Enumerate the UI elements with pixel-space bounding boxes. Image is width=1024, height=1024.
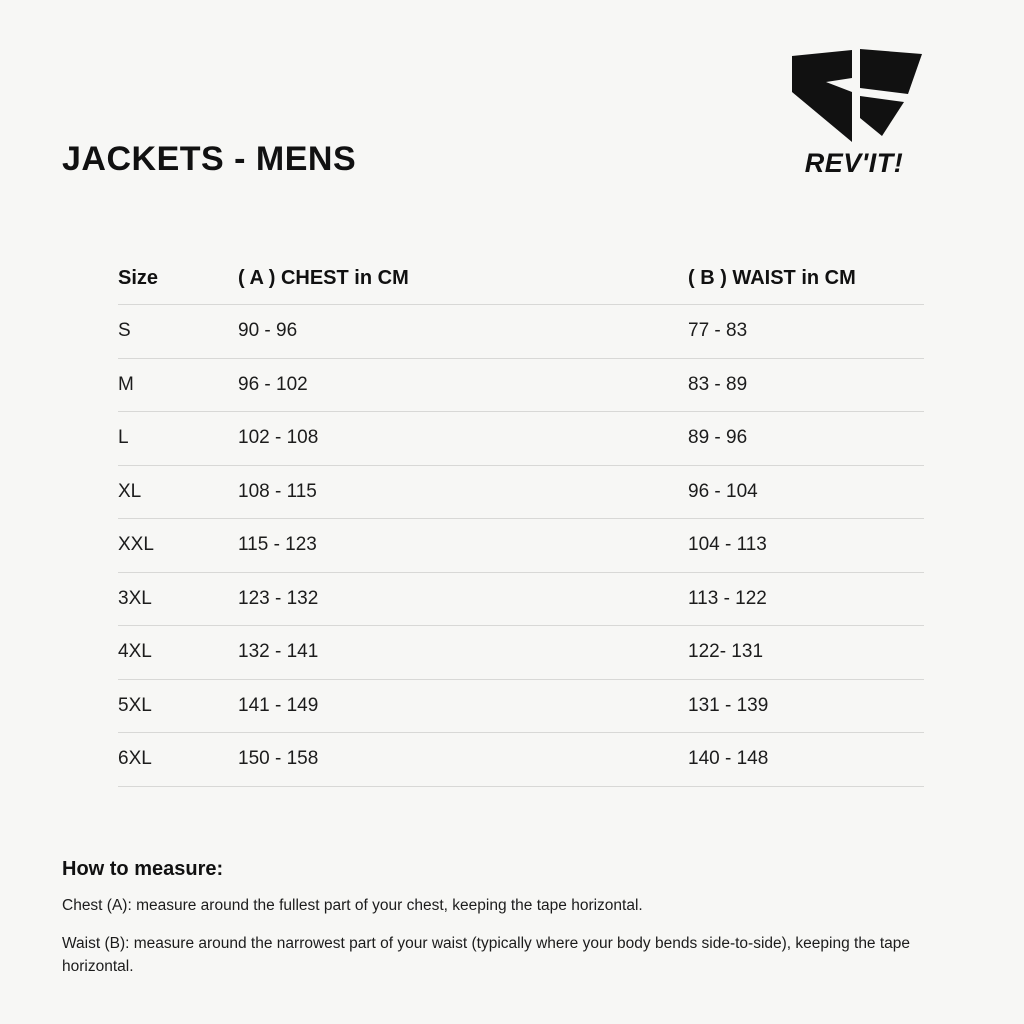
- column-header-size: Size: [118, 252, 238, 305]
- column-header-chest: ( A ) CHEST in CM: [238, 252, 688, 305]
- cell-waist: 131 - 139: [688, 679, 924, 733]
- cell-size: 5XL: [118, 679, 238, 733]
- cell-size: M: [118, 358, 238, 412]
- size-table-container: [118, 252, 924, 787]
- cell-size: 4XL: [118, 626, 238, 680]
- cell-chest: 102 - 108: [238, 412, 688, 466]
- column-header-waist: ( B ) WAIST in CM: [688, 252, 924, 305]
- cell-chest: 150 - 158: [238, 733, 688, 787]
- how-to-measure-title: How to measure:: [62, 858, 224, 880]
- table-row: [118, 626, 924, 680]
- cell-chest: 115 - 123: [238, 519, 688, 573]
- brand-logo: [774, 48, 934, 188]
- how-to-measure-waist: Waist (B): measure around the narrowest part of your waist (typically where your body bends side-to-side), keeping the tape horizontal.: [62, 935, 911, 975]
- size-table-head: [118, 252, 924, 305]
- table-row: [118, 519, 924, 573]
- cell-size: XXL: [118, 519, 238, 573]
- size-table-body: [118, 305, 924, 787]
- table-row: [118, 412, 924, 466]
- cell-chest: 132 - 141: [238, 626, 688, 680]
- cell-waist: 83 - 89: [688, 358, 924, 412]
- cell-waist: 77 - 83: [688, 305, 924, 359]
- cell-size: 6XL: [118, 733, 238, 787]
- revit-shield-icon: [782, 48, 930, 144]
- cell-waist: 104 - 113: [688, 519, 924, 573]
- cell-chest: 90 - 96: [238, 305, 688, 359]
- cell-chest: 108 - 115: [238, 465, 688, 519]
- cell-size: XL: [118, 465, 238, 519]
- page-title: JACKETS - MENS: [62, 140, 357, 178]
- table-header-row: [118, 252, 924, 305]
- table-row: [118, 679, 924, 733]
- cell-chest: 96 - 102: [238, 358, 688, 412]
- table-row: [118, 733, 924, 787]
- table-row: [118, 358, 924, 412]
- cell-size: 3XL: [118, 572, 238, 626]
- brand-wordmark: REV'IT!: [804, 148, 904, 178]
- how-to-measure-chest: Chest (A): measure around the fullest part of your chest, keeping the tape horizontal.: [62, 897, 643, 914]
- cell-waist: 113 - 122: [688, 572, 924, 626]
- cell-chest: 141 - 149: [238, 679, 688, 733]
- size-table: [118, 252, 924, 787]
- cell-waist: 96 - 104: [688, 465, 924, 519]
- how-to-measure-section: [62, 858, 962, 978]
- cell-size: L: [118, 412, 238, 466]
- table-row: [118, 305, 924, 359]
- table-row: [118, 572, 924, 626]
- cell-chest: 123 - 132: [238, 572, 688, 626]
- table-row: [118, 465, 924, 519]
- cell-waist: 122- 131: [688, 626, 924, 680]
- cell-waist: 89 - 96: [688, 412, 924, 466]
- cell-waist: 140 - 148: [688, 733, 924, 787]
- cell-size: S: [118, 305, 238, 359]
